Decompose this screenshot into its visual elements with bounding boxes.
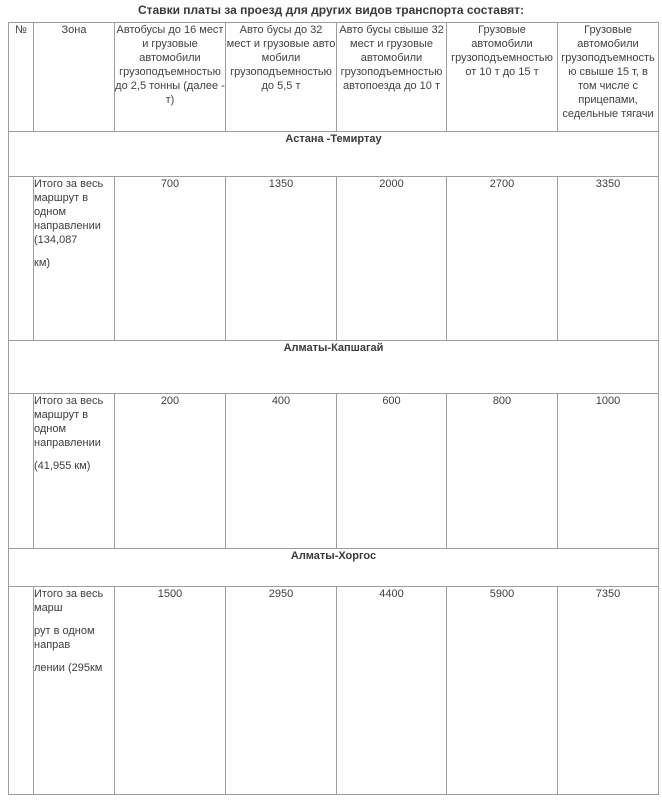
toll-rates-table — [8, 22, 659, 795]
rate-cell: 200 — [115, 394, 226, 549]
rate-cell: 2700 — [447, 177, 558, 341]
rate-cell: 1000 — [558, 394, 659, 549]
zone-text: км) — [34, 257, 51, 269]
zone-text: (41,955 км) — [34, 460, 91, 472]
zone-text: рут в одном направ — [34, 625, 95, 651]
header-row — [9, 23, 659, 132]
zone-text: Итого за весь марш — [34, 588, 104, 614]
header-cell-zone: Зона — [34, 23, 115, 132]
zone-text: лении (295км — [34, 662, 103, 674]
zone-cell — [34, 394, 115, 549]
table-row — [9, 394, 659, 549]
section-row-almaty-khorgos — [9, 549, 659, 587]
table-row — [9, 587, 659, 795]
rate-cell: 700 — [115, 177, 226, 341]
section-row-almaty-kapshagay — [9, 341, 659, 394]
table-row — [9, 177, 659, 341]
section-title: Алматы-Капшагай — [9, 341, 659, 394]
rate-cell: 400 — [226, 394, 337, 549]
rate-cell: 600 — [337, 394, 447, 549]
header-cell-bus-32: Авто бусы до 32 мест и грузовые авто мобили грузоподъемностью до 5,5 т — [226, 23, 337, 132]
header-cell-truck-over-15: Грузовые автомобили грузоподъемностью свыше 15 т, в том числе с прицепами, седельные тягачи — [558, 23, 659, 132]
header-cell-bus-16: Автобусы до 16 мест и грузовые автомобили грузоподъемностью до 2,5 тонны (далее - т) — [115, 23, 226, 132]
section-title: Астана -Темиртау — [9, 132, 659, 177]
zone-cell — [34, 587, 115, 795]
header-cell-number: № — [9, 23, 34, 132]
rate-cell: 4400 — [337, 587, 447, 795]
rate-cell: 1500 — [115, 587, 226, 795]
zone-cell — [34, 177, 115, 341]
rate-cell: 2000 — [337, 177, 447, 341]
header-cell-truck-10-15: Грузовые автомобили грузоподъемностью от 10 т до 15 т — [447, 23, 558, 132]
row-number-cell — [9, 394, 34, 549]
rate-cell: 3350 — [558, 177, 659, 341]
rate-cell: 1350 — [226, 177, 337, 341]
section-title: Алматы-Хоргос — [9, 549, 659, 587]
rate-cell: 800 — [447, 394, 558, 549]
row-number-cell — [9, 587, 34, 795]
rate-cell: 5900 — [447, 587, 558, 795]
section-row-astana-temirtau — [9, 132, 659, 177]
row-number-cell — [9, 177, 34, 341]
rate-cell: 7350 — [558, 587, 659, 795]
rate-cell: 2950 — [226, 587, 337, 795]
zone-text: Итого за весь маршрут в одном направлении — [34, 395, 104, 449]
page-title: Ставки платы за проезд для других видов транспорта составят: — [137, 3, 525, 17]
header-cell-bus-over-32: Авто бусы свыше 32 мест и грузовые автомобили грузоподъемностью автопоезда до 10 т — [337, 23, 447, 132]
zone-text: Итого за весь маршрут в одном направлении (134,087 — [34, 178, 104, 246]
